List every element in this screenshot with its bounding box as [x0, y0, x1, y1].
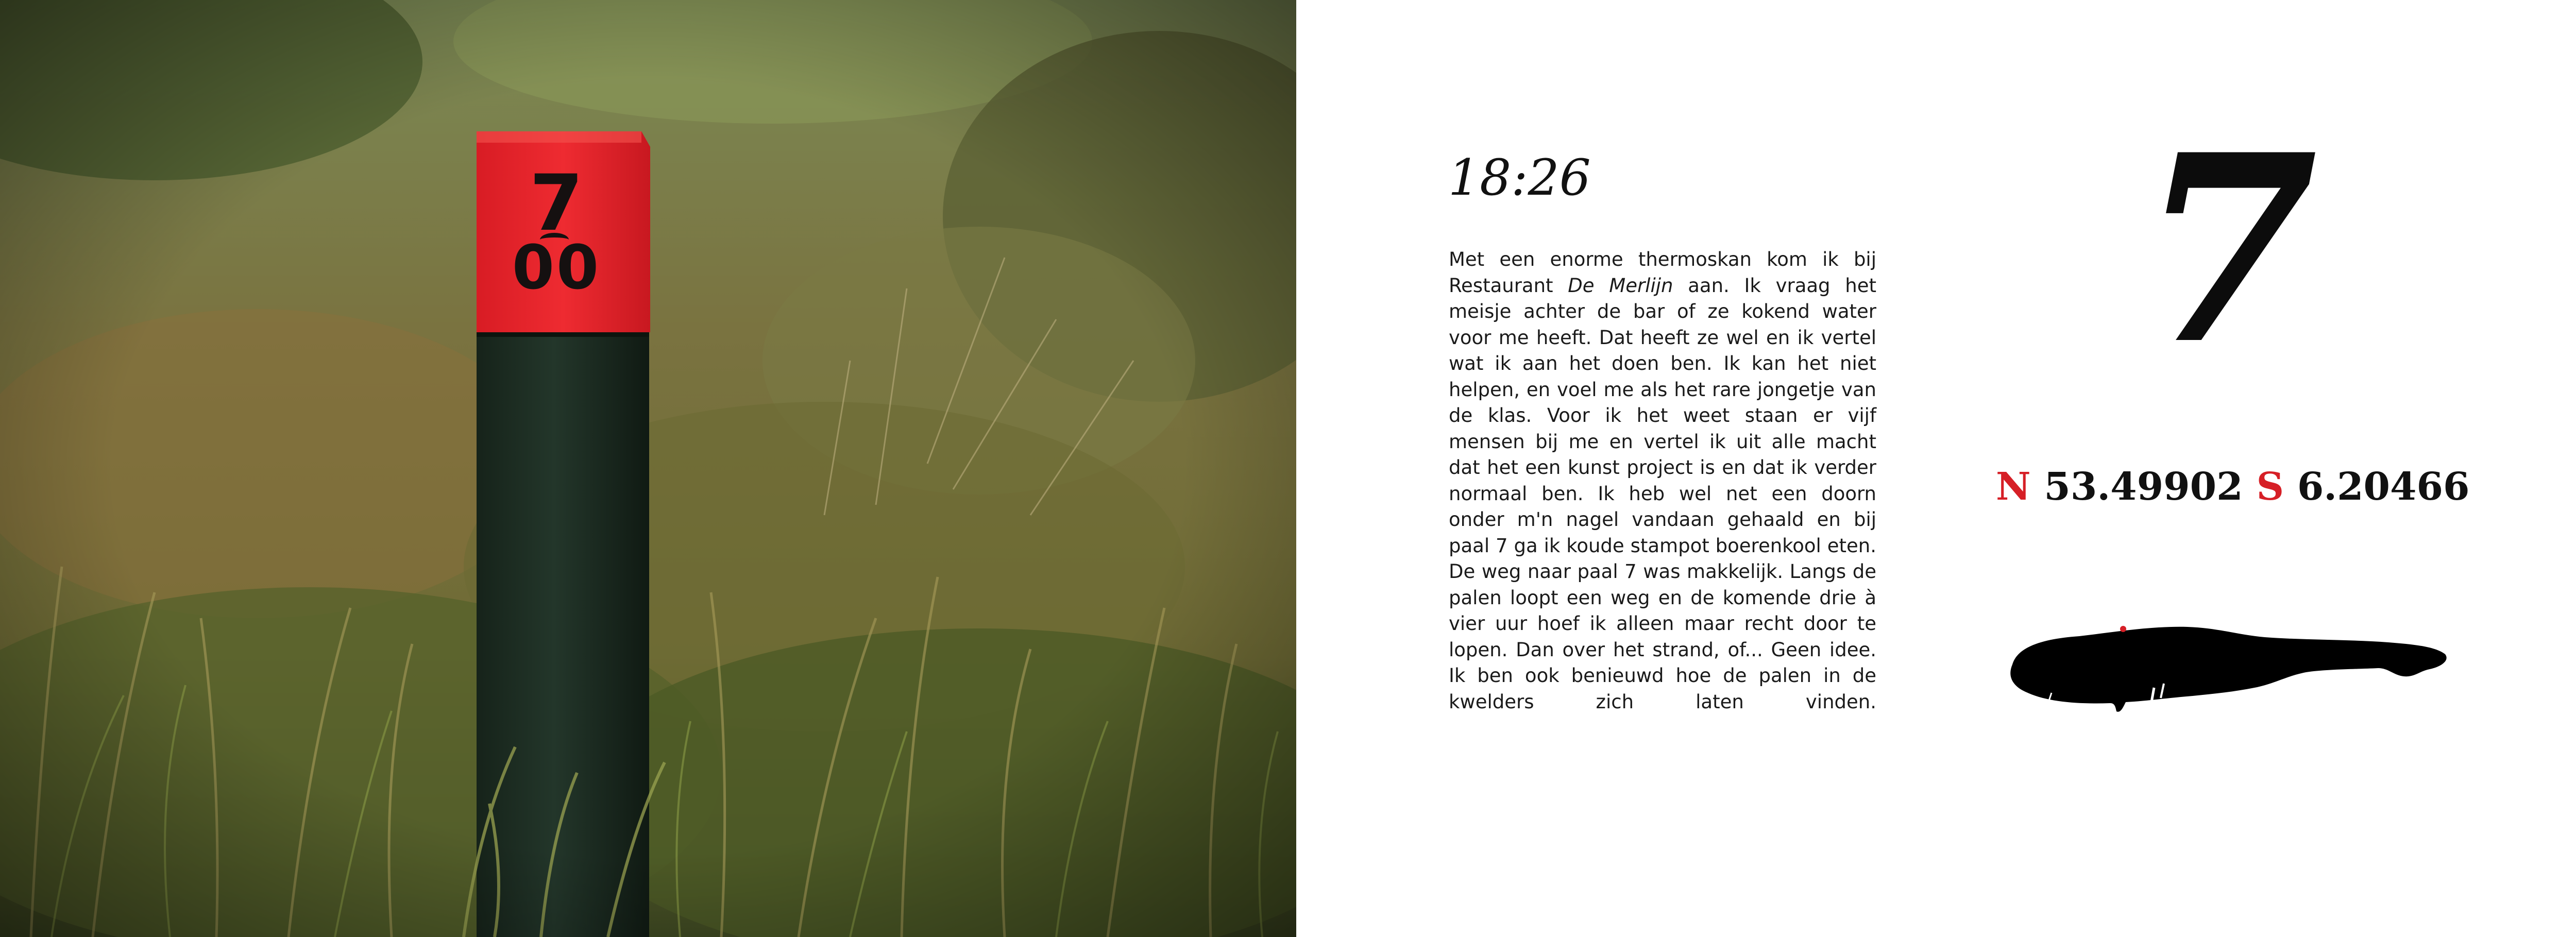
time-heading: 18:26 — [1448, 149, 1591, 207]
south-label: S — [2256, 465, 2284, 509]
text-page — [1296, 0, 2576, 937]
body-text-rest: aan. Ik vraag het meisje achter de bar of ze kokend water voor me heeft. Dat heeft ze wel en ik vertel wat ik aan het doen ben. Ik kan het niet helpen, en voel me als het rare jongetje van de klas. Voor ik het weet staan er vijf mensen bij me en vertel ik uit alle macht dat het een kunst project is en dat ik verder normaal ben. Ik heb wel net een doorn onder m'n nagel vandaan gehaald en bij paal 7 ga ik koude stampot boerenkool eten. De weg naar paal 7 was makkelijk. Langs de palen loopt een weg en de komende drie à vier uur hoef ik alleen maar recht door te lopen. Dan over het strand, of... Geen idee. Ik ben ook benieuwd hoe de palen in de kwelders zich laten vinden. — [1449, 274, 1876, 713]
north-value: 53.49902 — [2044, 465, 2243, 509]
post-number: 7 — [529, 159, 584, 248]
coordinates — [1996, 464, 2511, 510]
south-value: 6.20466 — [2297, 465, 2470, 509]
island-map-icon — [1997, 616, 2450, 729]
body-text-start: Met een enorme thermoskan kom ik bij Restaurant — [1449, 248, 1876, 297]
north-label: N — [1996, 465, 2031, 509]
post-big-number: 7 — [2139, 98, 2318, 401]
body-paragraph — [1449, 247, 1876, 715]
post-sub-number: 00 — [512, 232, 601, 303]
restaurant-name: De Merlijn — [1568, 274, 1673, 297]
